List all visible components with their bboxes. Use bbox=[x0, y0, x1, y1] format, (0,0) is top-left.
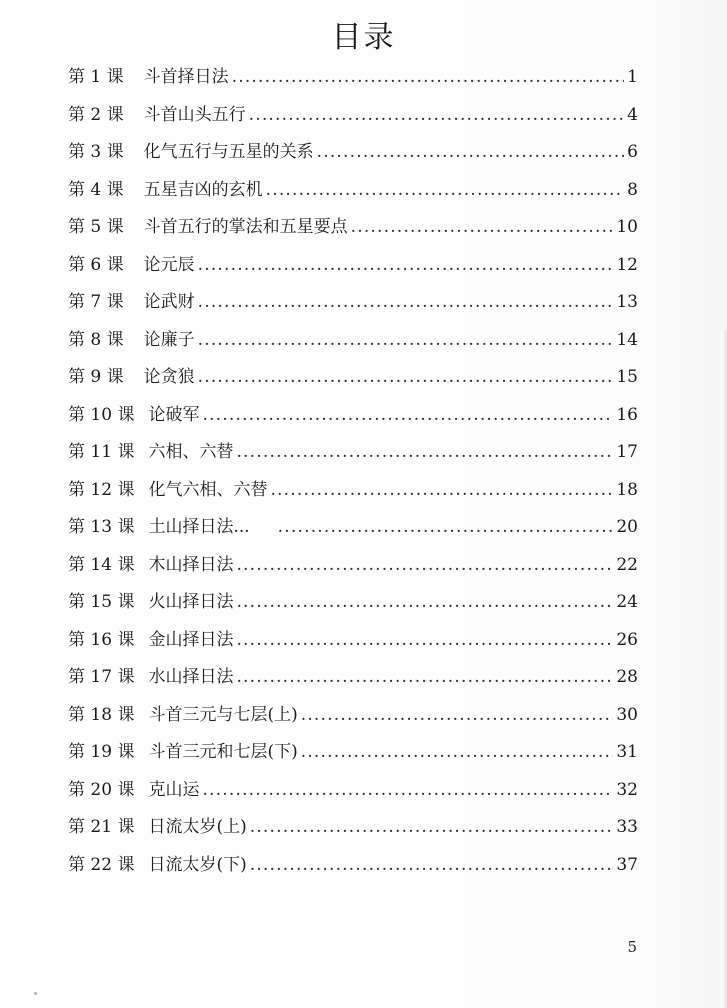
lesson-title: 论元辰 bbox=[143, 254, 195, 275]
dot-leader bbox=[202, 780, 613, 800]
page-ref: 24 bbox=[616, 592, 638, 612]
lesson-title: 化气五行与五星的关系 bbox=[143, 142, 314, 162]
page-ref: 33 bbox=[616, 817, 638, 837]
lesson-number: 第 18 课 bbox=[68, 704, 135, 725]
toc-entry[interactable] bbox=[68, 775, 638, 813]
lesson-title: 斗首山头五行 bbox=[143, 104, 246, 125]
lesson-number: 第 5 课 bbox=[68, 217, 124, 237]
lesson-title: 论武财 bbox=[143, 292, 195, 312]
page-ref: 17 bbox=[616, 442, 638, 462]
dot-leader bbox=[236, 442, 613, 462]
page-ref: 30 bbox=[616, 704, 638, 725]
lesson-number: 第 19 课 bbox=[68, 742, 135, 762]
lesson-number: 第 20 课 bbox=[68, 779, 135, 800]
page-ref: 22 bbox=[616, 554, 638, 575]
toc-entry[interactable] bbox=[68, 175, 638, 213]
toc-entry[interactable] bbox=[68, 287, 638, 325]
lesson-title: 斗首五行的掌法和五星要点 bbox=[143, 217, 348, 237]
scan-speck bbox=[34, 992, 37, 995]
lesson-number: 第 2 课 bbox=[68, 104, 124, 125]
dot-leader bbox=[198, 367, 614, 387]
dot-leader bbox=[198, 255, 614, 275]
page-ref: 18 bbox=[616, 479, 638, 500]
dot-leader bbox=[317, 142, 625, 162]
lesson-number: 第 7 课 bbox=[68, 292, 124, 312]
page-ref: 32 bbox=[616, 779, 638, 800]
page-ref: 16 bbox=[616, 404, 638, 425]
lesson-number: 第 11 课 bbox=[68, 442, 135, 462]
dot-leader bbox=[270, 480, 613, 500]
page-ref: 15 bbox=[616, 367, 638, 387]
lesson-title: 克山运 bbox=[148, 779, 200, 800]
lesson-title: 金山择日法 bbox=[148, 629, 234, 650]
lesson-number: 第 1 课 bbox=[68, 67, 124, 87]
lesson-number: 第 9 课 bbox=[68, 367, 124, 387]
toc-entry[interactable] bbox=[68, 737, 638, 775]
toc-entry[interactable] bbox=[68, 437, 638, 475]
lesson-number: 第 4 课 bbox=[68, 179, 124, 200]
dot-leader bbox=[198, 292, 614, 312]
table-of-contents bbox=[68, 62, 638, 887]
page-edge-shadow bbox=[721, 330, 727, 1008]
dot-leader bbox=[202, 405, 613, 425]
lesson-title: 日流太岁(下) bbox=[148, 854, 247, 875]
toc-entry[interactable] bbox=[68, 362, 638, 400]
lesson-number: 第 10 课 bbox=[68, 404, 135, 425]
lesson-number: 第 22 课 bbox=[68, 854, 135, 875]
lesson-title: 五星吉凶的玄机 bbox=[143, 179, 263, 200]
lesson-title: 六相、六替 bbox=[148, 442, 234, 462]
page-title: 目录 bbox=[331, 20, 396, 55]
dot-leader bbox=[232, 67, 625, 87]
lesson-number: 第 12 课 bbox=[68, 479, 135, 500]
lesson-number: 第 6 课 bbox=[68, 254, 124, 275]
dot-leader bbox=[351, 217, 614, 237]
page-ref: 6 bbox=[627, 142, 638, 162]
toc-entry[interactable] bbox=[68, 625, 638, 663]
toc-entry[interactable] bbox=[68, 100, 638, 138]
lesson-number: 第 16 课 bbox=[68, 629, 135, 650]
lesson-title: 水山择日法 bbox=[148, 667, 234, 687]
dot-leader bbox=[250, 817, 614, 837]
lesson-title: 土山择日法... bbox=[148, 517, 250, 537]
page-ref: 37 bbox=[616, 854, 638, 875]
toc-entry[interactable] bbox=[68, 812, 638, 850]
toc-entry[interactable] bbox=[68, 550, 638, 588]
page-ref: 8 bbox=[627, 179, 638, 200]
lesson-title: 化气六相、六替 bbox=[148, 479, 268, 500]
toc-entry[interactable] bbox=[68, 512, 638, 550]
page-ref: 14 bbox=[616, 329, 638, 350]
dot-leader bbox=[278, 517, 614, 537]
page-ref: 4 bbox=[627, 104, 638, 125]
toc-entry[interactable] bbox=[68, 400, 638, 438]
lesson-title: 斗首三元与七层(上) bbox=[148, 704, 298, 725]
toc-entry[interactable] bbox=[68, 325, 638, 363]
toc-entry[interactable] bbox=[68, 250, 638, 288]
page-ref: 1 bbox=[627, 67, 638, 87]
toc-entry[interactable] bbox=[68, 850, 638, 888]
lesson-title: 日流太岁(上) bbox=[148, 817, 247, 837]
dot-leader bbox=[249, 105, 625, 125]
dot-leader bbox=[250, 855, 614, 875]
dot-leader bbox=[236, 555, 613, 575]
lesson-title: 木山择日法 bbox=[148, 554, 234, 575]
page-ref: 20 bbox=[616, 517, 638, 537]
lesson-number: 第 8 课 bbox=[68, 329, 124, 350]
lesson-title: 论破军 bbox=[148, 404, 200, 425]
page-ref: 26 bbox=[616, 629, 638, 650]
lesson-number: 第 13 课 bbox=[68, 517, 135, 537]
lesson-number: 第 3 课 bbox=[68, 142, 124, 162]
page-ref: 31 bbox=[616, 742, 638, 762]
page-ref: 13 bbox=[616, 292, 638, 312]
page-ref: 12 bbox=[616, 254, 638, 275]
dot-leader bbox=[236, 667, 613, 687]
dot-leader bbox=[198, 330, 614, 350]
dot-leader bbox=[236, 630, 613, 650]
toc-entry[interactable] bbox=[68, 212, 638, 250]
lesson-number: 第 21 课 bbox=[68, 817, 135, 837]
lesson-number: 第 14 课 bbox=[68, 554, 135, 575]
toc-entry[interactable] bbox=[68, 700, 638, 738]
lesson-title: 斗首三元和七层(下) bbox=[148, 742, 298, 762]
dot-leader bbox=[266, 180, 625, 200]
dot-leader bbox=[301, 705, 614, 725]
lesson-title: 论贪狼 bbox=[143, 367, 195, 387]
dot-leader bbox=[236, 592, 613, 612]
lesson-title: 斗首择日法 bbox=[143, 67, 229, 87]
lesson-number: 第 15 课 bbox=[68, 592, 135, 612]
toc-entry[interactable] bbox=[68, 475, 638, 513]
lesson-number: 第 17 课 bbox=[68, 667, 135, 687]
page-ref: 10 bbox=[616, 217, 638, 237]
toc-entry[interactable] bbox=[68, 662, 638, 700]
dot-leader bbox=[301, 742, 614, 762]
page-ref: 28 bbox=[616, 667, 638, 687]
toc-entry[interactable] bbox=[68, 587, 638, 625]
toc-entry[interactable] bbox=[68, 137, 638, 175]
lesson-title: 火山择日法 bbox=[148, 592, 234, 612]
lesson-title: 论廉子 bbox=[143, 329, 195, 350]
toc-entry[interactable] bbox=[68, 62, 638, 100]
page-number: 5 bbox=[627, 938, 637, 956]
